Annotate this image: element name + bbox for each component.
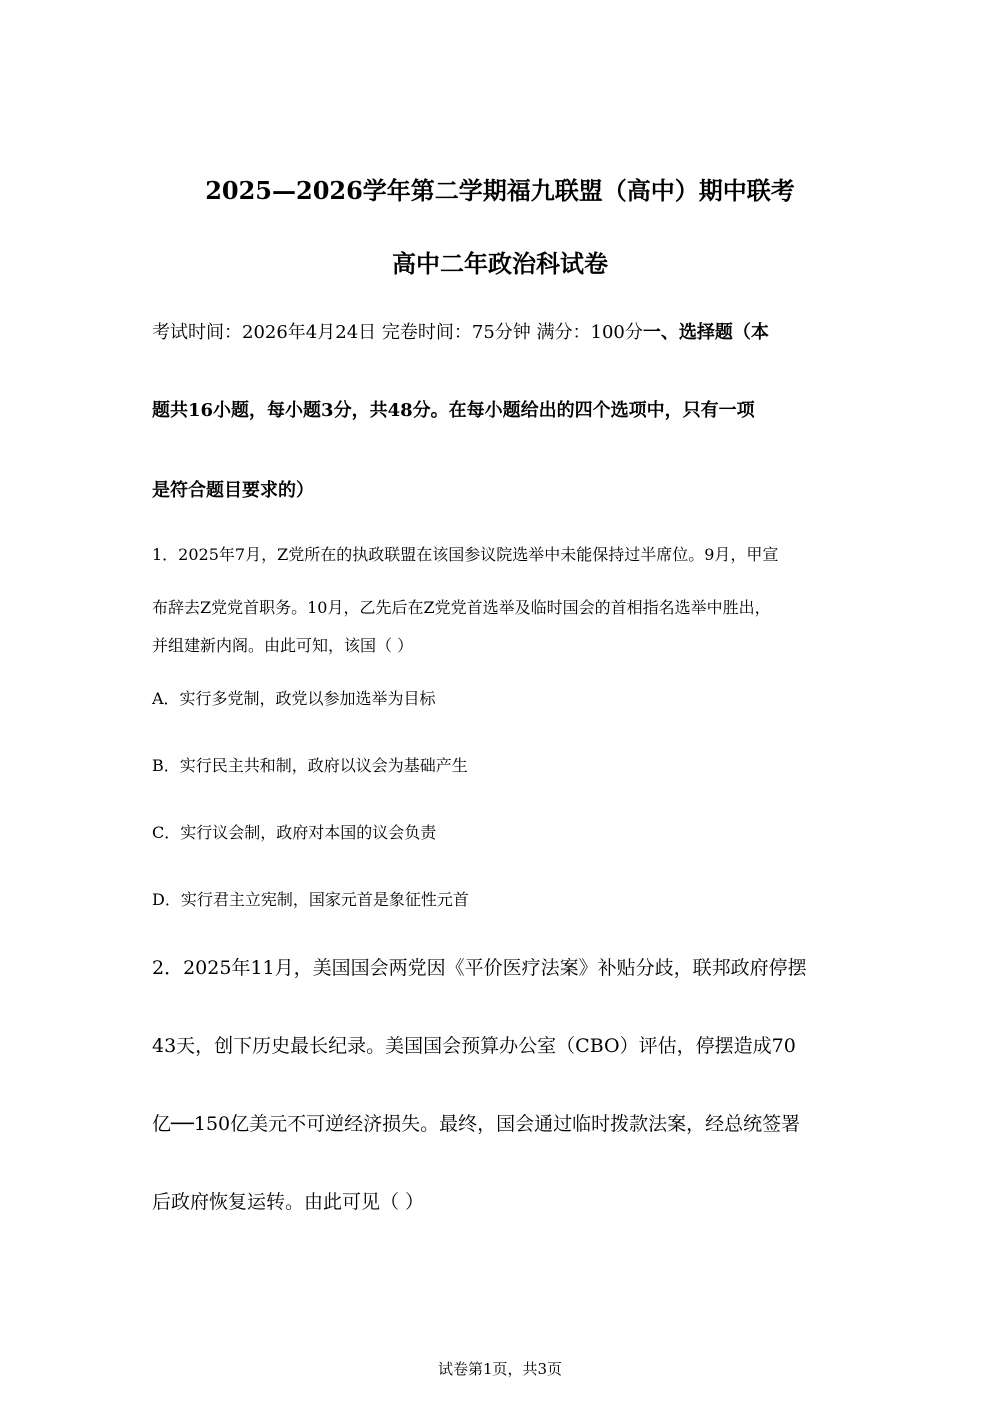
question-1-stem-line: 1．2025年7月，Z党所在的执政联盟在该国参议院选举中未能保持过半席位。9月，甲宣 [152,545,779,564]
section-instructions-line-2: 题共16小题，每小题3分，共48分。在每小题给出的四个选项中，只有一项 [152,400,755,421]
page-footer: 试卷第1页，共3页 [437,1360,563,1378]
section-heading: 一、选择题（本 [642,322,769,343]
question-1-stem-line: 并组建新内阁。由此可知，该国（ ） [152,636,414,655]
question-1-option-d[interactable]: D．实行君主立宪制，国家元首是象征性元首 [152,890,469,909]
question-1-stem-line: 布辞去Z党党首职务。10月，乙先后在Z党党首选举及临时国会的首相指名选举中胜出， [152,598,771,617]
question-2-stem-line: 2．2025年11月，美国国会两党因《平价医疗法案》补贴分歧，联邦政府停摆 [152,957,807,979]
question-2-stem-line: 43天，创下历史最长纪录。美国国会预算办公室（CBO）评估，停摆造成70 [152,1035,796,1057]
exam-subtitle: 高中二年政治科试卷 [392,249,608,278]
exam-title: 2025—2026学年第二学期福九联盟（高中）期中联考 [205,176,795,205]
question-1-option-a[interactable]: A．实行多党制，政党以参加选举为目标 [152,689,436,708]
question-1-option-c[interactable]: C．实行议会制，政府对本国的议会负责 [152,823,437,842]
question-2-stem-line: 后政府恢复运转。由此可见（ ） [152,1191,425,1213]
exam-info-text: 考试时间：2026年4月24日 完卷时间：75分钟 满分：100分 [152,322,643,343]
question-1-option-b[interactable]: B．实行民主共和制，政府以议会为基础产生 [152,756,468,775]
section-instructions-line-3: 是符合题目要求的） [152,480,314,501]
exam-info-line [152,318,769,344]
question-2-stem-line: 亿──150亿美元不可逆经济损失。最终，国会通过临时拨款法案，经总统签署 [152,1113,801,1135]
